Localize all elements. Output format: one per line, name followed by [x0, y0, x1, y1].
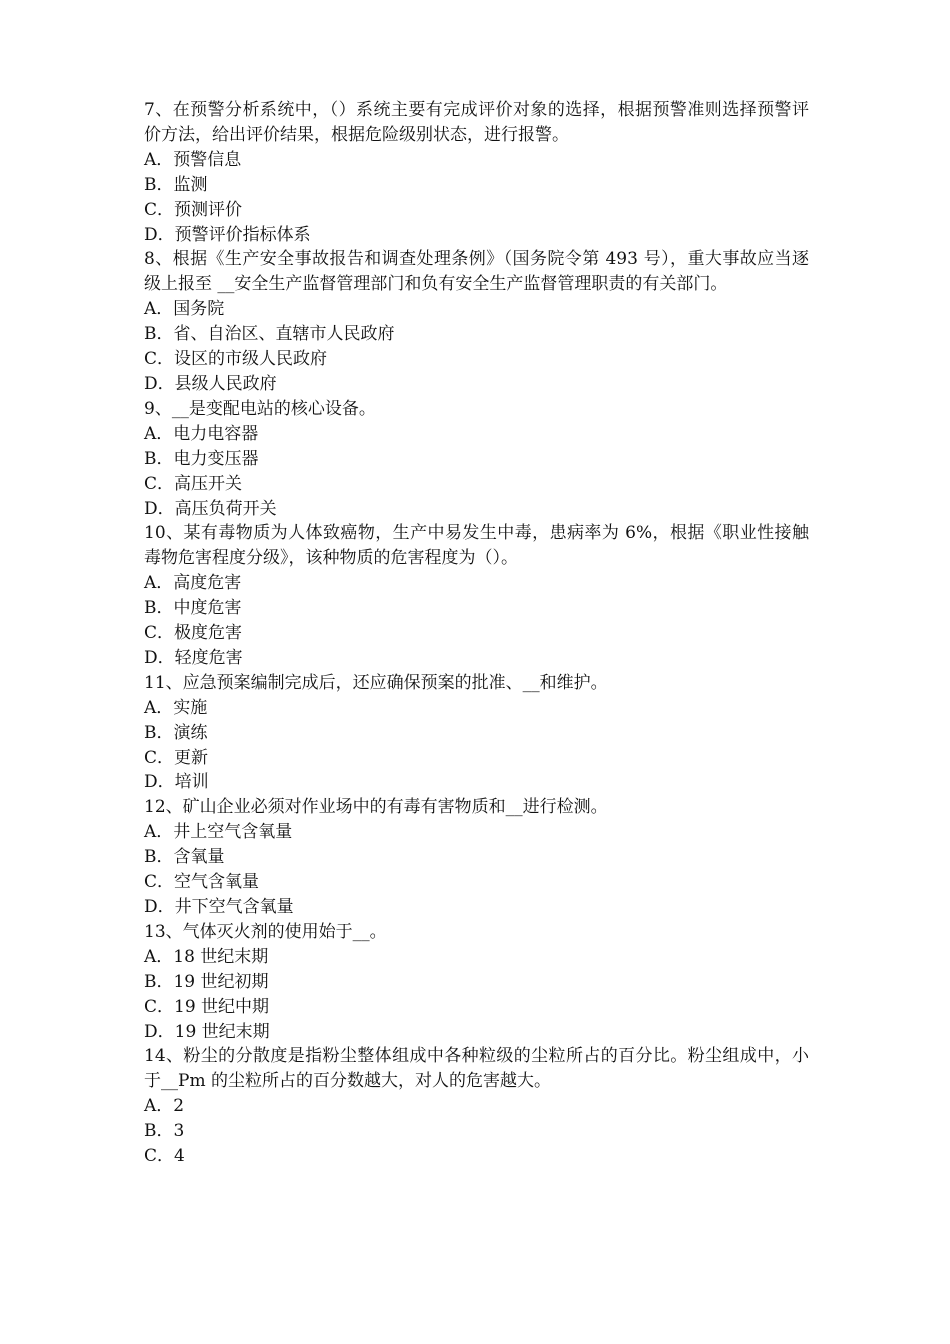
- option-b: B．监测: [144, 174, 208, 195]
- option-a: A．实施: [144, 697, 208, 718]
- question-7: [144, 98, 809, 247]
- option-b: B．中度危害: [144, 598, 242, 619]
- option-a: A．18 世纪末期: [144, 946, 269, 967]
- question-10: [144, 521, 809, 670]
- option-d: D．县级人民政府: [144, 373, 277, 394]
- option-a: A．井上空气含氧量: [144, 822, 293, 843]
- question-stem: 10、某有毒物质为人体致癌物，生产中易发生中毒，患病率为 6%，根据《职业性接触毒物危害程度分级》，该种物质的危害程度为（）。: [144, 523, 809, 569]
- option-b: B．电力变压器: [144, 448, 259, 469]
- option-d: D．预警评价指标体系: [144, 224, 311, 245]
- option-d: D．19 世纪末期: [144, 1021, 270, 1042]
- question-12: [144, 795, 809, 920]
- option-d: D．轻度危害: [144, 647, 243, 668]
- question-stem: 14、粉尘的分散度是指粉尘整体组成中各种粒级的尘粒所占的百分比。粉尘组成中，小于__Pm 的尘粒所占的百分数越大，对人的危害越大。: [144, 1046, 809, 1092]
- question-11: [144, 671, 809, 796]
- question-8: [144, 247, 809, 396]
- option-a: A．高度危害: [144, 573, 242, 594]
- option-c: C．设区的市级人民政府: [144, 349, 328, 370]
- option-a: A．电力电容器: [144, 423, 259, 444]
- question-9: [144, 397, 809, 522]
- option-c: C．极度危害: [144, 623, 243, 644]
- option-c: C．预测评价: [144, 199, 243, 220]
- option-a: A．2: [144, 1096, 185, 1117]
- option-d: D．井下空气含氧量: [144, 897, 294, 917]
- option-a: A．国务院: [144, 299, 225, 320]
- option-c: C．空气含氧量: [144, 872, 260, 893]
- option-c: C．19 世纪中期: [144, 996, 270, 1017]
- option-c: C．更新: [144, 747, 209, 768]
- option-b: B．含氧量: [144, 847, 225, 868]
- question-stem: 11、应急预案编制完成后，还应确保预案的批准、__和维护。: [144, 672, 608, 693]
- question-stem: 13、气体灭火剂的使用始于__。: [144, 921, 387, 942]
- question-14: [144, 1044, 809, 1169]
- option-b: B．演练: [144, 722, 208, 743]
- option-c: C．高压开关: [144, 473, 243, 494]
- option-b: B．3: [144, 1121, 185, 1142]
- option-b: B．19 世纪初期: [144, 971, 269, 992]
- question-stem: 8、根据《生产安全事故报告和调查处理条例》（国务院令第 493 号），重大事故应当逐级上报至 __安全生产监督管理部门和负有安全生产监督管理职责的有关部门。: [144, 249, 809, 295]
- question-stem: 9、__是变配电站的核心设备。: [144, 398, 376, 419]
- question-13: [144, 920, 809, 1045]
- exam-page: [144, 98, 809, 1169]
- option-b: B．省、自治区、直辖市人民政府: [144, 324, 395, 345]
- question-stem: 12、矿山企业必须对作业场中的有毒有害物质和__进行检测。: [144, 797, 608, 818]
- option-d: D．培训: [144, 772, 209, 793]
- option-c: C．4: [144, 1146, 185, 1167]
- option-d: D．高压负荷开关: [144, 498, 277, 519]
- option-a: A．预警信息: [144, 149, 242, 170]
- question-stem: 7、在预警分析系统中，（）系统主要有完成评价对象的选择，根据预警准则选择预警评价方法，给出评价结果，根据危险级别状态，进行报警。: [144, 100, 809, 145]
